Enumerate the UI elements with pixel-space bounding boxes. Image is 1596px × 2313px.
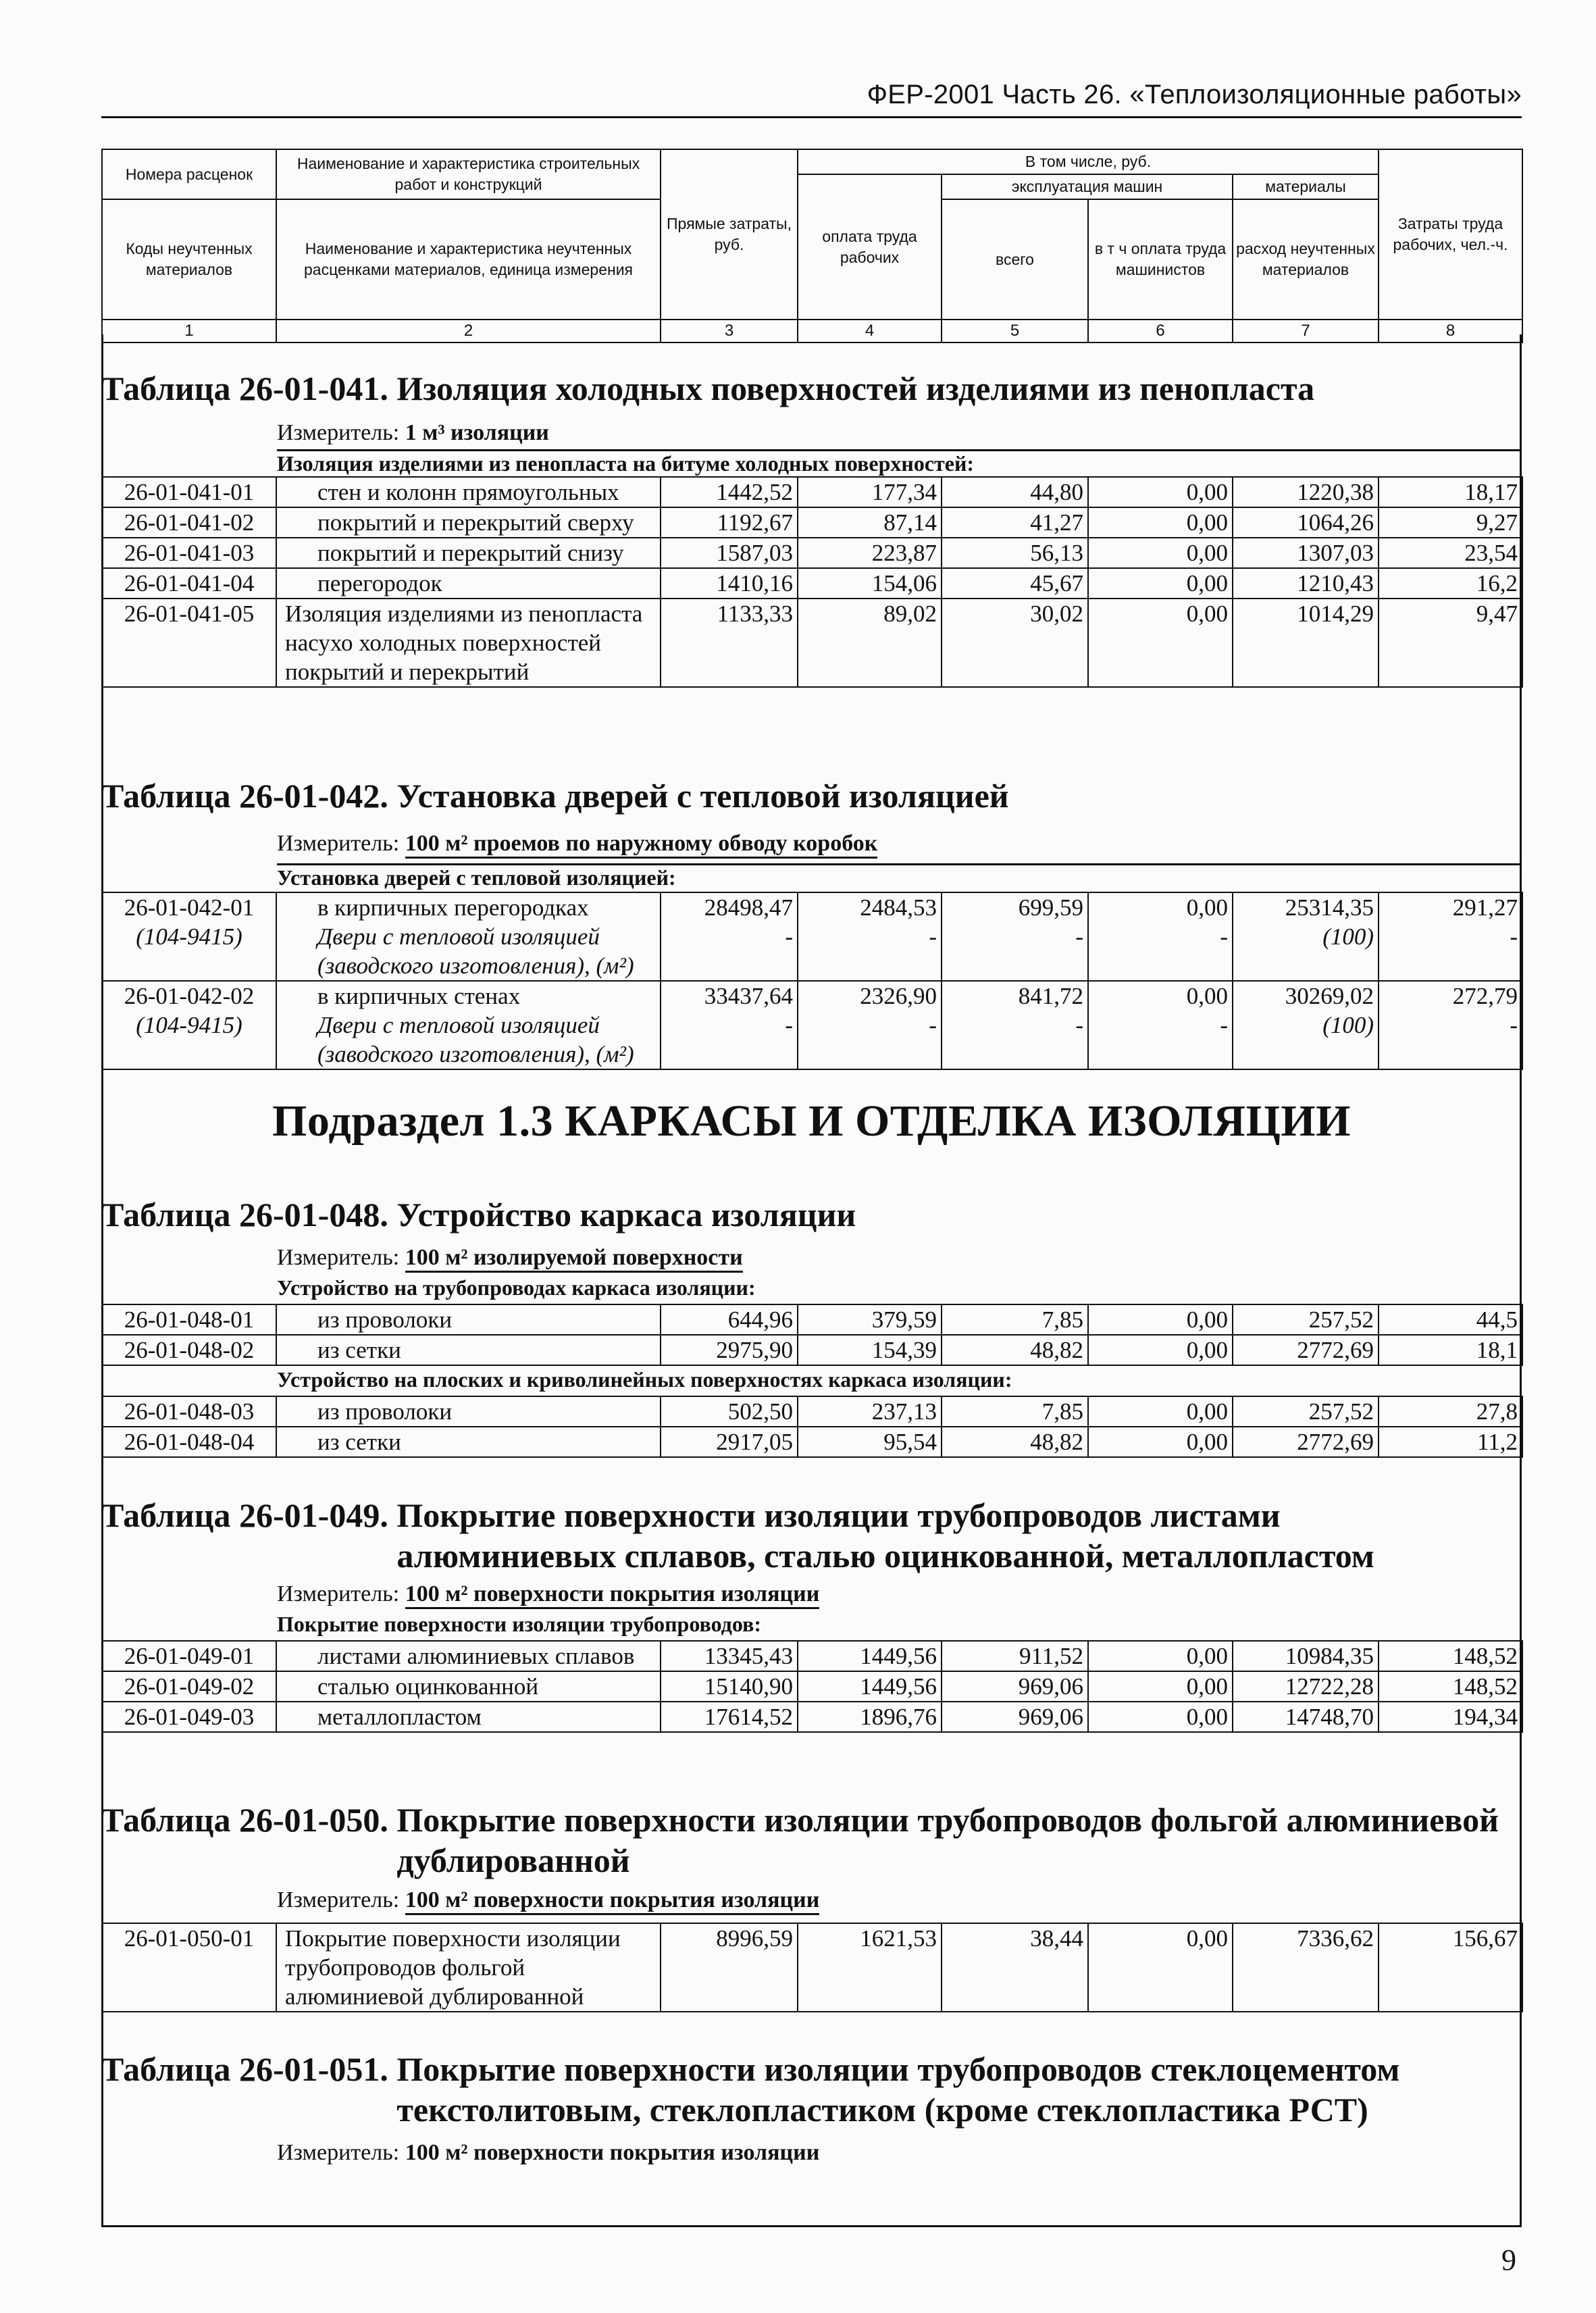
col2-top: Наименование и характеристика строительных работ и конструкций (276, 149, 661, 199)
materials: 10984,35 (1233, 1641, 1379, 1671)
table-name: Покрытие поверхности изоляции трубопроводов стеклоцементом текстолитовым, стеклопластиком (кроме стеклопластика РСТ) (396, 2050, 1400, 2129)
table-number: Таблица 26-01-051. (101, 2050, 388, 2088)
meter-051 (277, 2140, 819, 2166)
labor-hours: 18,17 (1379, 477, 1522, 507)
material-row (102, 922, 1522, 981)
machinist-pay: 0,00 (1088, 1641, 1233, 1671)
rate-name: металлопластом (276, 1702, 661, 1732)
materials: 257,52 (1233, 1304, 1379, 1335)
rate-code: 26-01-048-02 (102, 1335, 276, 1365)
machinist-pay: 0,00 (1088, 1335, 1233, 1365)
rate-name: покрытий и перекрытий сверху (276, 507, 661, 538)
machinist-pay: 0,00 (1088, 1427, 1233, 1457)
dash-cell: - (1088, 1011, 1233, 1069)
machinist-pay: 0,00 (1088, 507, 1233, 538)
rate-code: 26-01-041-05 (102, 599, 276, 687)
table-row (102, 1671, 1522, 1702)
labor-pay: 89,02 (798, 599, 942, 687)
materials: 12722,28 (1233, 1671, 1379, 1702)
table-row (102, 1702, 1522, 1732)
total-head: всего (942, 199, 1088, 320)
rate-name: листами алюминиевых сплавов (276, 1641, 661, 1671)
col1-top: Номера расценок (102, 149, 276, 199)
material-name: Двери с тепловой изоляцией (заводского изготовления), (м²) (276, 922, 661, 981)
table-row (102, 477, 1522, 507)
table-title-048 (101, 1194, 856, 1235)
machines-total: 969,06 (942, 1671, 1088, 1702)
col-num: 5 (942, 320, 1088, 342)
meter-label: Измеритель: (277, 420, 400, 445)
materials: 257,52 (1233, 1396, 1379, 1427)
labor-hours: 156,67 (1379, 1923, 1522, 2012)
table-title-042 (101, 776, 1009, 816)
group-heading: Установка дверей с тепловой изоляцией: (277, 863, 1522, 890)
mat-use-head: расход неучтенных материалов (1233, 199, 1379, 320)
pay-head: оплата труда рабочих (798, 174, 942, 320)
table-row (102, 1396, 1522, 1427)
machinist-pay: 0,00 (1088, 1671, 1233, 1702)
rows-049 (101, 1640, 1523, 1733)
machines-total: 7,85 (942, 1304, 1088, 1335)
meter-value: 100 м² поверхности покрытия изоляции (405, 1887, 820, 1915)
col2-bottom: Наименование и характеристика неучтенных расценками материалов, единица измерения (276, 199, 661, 320)
machinist-pay: 0,00 (1088, 1923, 1233, 2012)
table-row (102, 892, 1522, 922)
meter-042 (277, 831, 877, 857)
labor-hours: 272,79 (1379, 981, 1522, 1011)
col-num: 6 (1088, 320, 1233, 342)
dash-cell: - (1088, 922, 1233, 981)
machines-total: 841,72 (942, 981, 1088, 1011)
meter-label: Измеритель: (277, 1581, 400, 1606)
materials-head: материалы (1233, 174, 1379, 199)
running-header: ФЕР-2001 Часть 26. «Теплоизоляционные работы» (867, 80, 1522, 109)
meter-048 (277, 1245, 743, 1271)
rows-042 (101, 892, 1523, 1070)
machines-total: 56,13 (942, 538, 1088, 568)
rate-name: перегородок (276, 568, 661, 599)
table-row (102, 507, 1522, 538)
rate-name: покрытий и перекрытий снизу (276, 538, 661, 568)
table-row (102, 599, 1522, 687)
rate-code: 26-01-042-02 (102, 981, 276, 1011)
table-name: Установка дверей с тепловой изоляцией (396, 777, 1009, 815)
meter-value: 100 м² изолируемой поверхности (405, 1245, 743, 1273)
rate-name: из сетки (276, 1427, 661, 1457)
direct-cost: 1410,16 (661, 568, 798, 599)
rate-name: стен и колонн прямоугольных (276, 477, 661, 507)
labor-pay: 154,39 (798, 1335, 942, 1365)
labor-pay: 95,54 (798, 1427, 942, 1457)
meter-label: Измеритель: (277, 1887, 400, 1912)
rate-code: 26-01-048-01 (102, 1304, 276, 1335)
col-num: 1 (102, 320, 276, 342)
materials: 1210,43 (1233, 568, 1379, 599)
direct-cost: 1133,33 (661, 599, 798, 687)
machines-total: 969,06 (942, 1702, 1088, 1732)
machines-total: 38,44 (942, 1923, 1088, 2012)
materials: 1307,03 (1233, 538, 1379, 568)
direct-cost: 28498,47 (661, 892, 798, 922)
materials: 2772,69 (1233, 1335, 1379, 1365)
table-number: Таблица 26-01-049. (101, 1496, 388, 1534)
labor-pay: 154,06 (798, 568, 942, 599)
materials: 7336,62 (1233, 1923, 1379, 2012)
group-heading: Устройство на плоских и криволинейных поверхностях каркаса изоляции: (277, 1367, 1012, 1392)
labor-hours: 148,52 (1379, 1671, 1522, 1702)
table-row (102, 1427, 1522, 1457)
rate-code: 26-01-041-02 (102, 507, 276, 538)
table-title-041 (101, 368, 1314, 409)
machines-total: 911,52 (942, 1641, 1088, 1671)
col-num: 7 (1233, 320, 1379, 342)
labor-hours: 27,8 (1379, 1396, 1522, 1427)
rate-name: сталью оцинкованной (276, 1671, 661, 1702)
labor-pay: 1449,56 (798, 1671, 942, 1702)
material-amount: (100) (1233, 1011, 1379, 1069)
table-number: Таблица 26-01-050. (101, 1801, 388, 1839)
subsection-title: Подраздел 1.3 КАРКАСЫ И ОТДЕЛКА ИЗОЛЯЦИИ (272, 1096, 1351, 1146)
machinist-pay: 0,00 (1088, 1702, 1233, 1732)
table-row (102, 538, 1522, 568)
machinist-pay: 0,00 (1088, 981, 1233, 1011)
labor-hours: 291,27 (1379, 892, 1522, 922)
direct-cost: 644,96 (661, 1304, 798, 1335)
rate-name: из проволоки (276, 1304, 661, 1335)
materials: 30269,02 (1233, 981, 1379, 1011)
table-number: Таблица 26-01-041. (101, 370, 388, 407)
machinist-pay: 0,00 (1088, 568, 1233, 599)
group-heading: Устройство на трубопроводах каркаса изоляции: (277, 1275, 756, 1300)
dash-cell: - (661, 922, 798, 981)
rate-code: 26-01-049-01 (102, 1641, 276, 1671)
machinist-pay: 0,00 (1088, 892, 1233, 922)
direct-cost: 1192,67 (661, 507, 798, 538)
machinist-pay: 0,00 (1088, 1396, 1233, 1427)
dash-cell: - (1379, 1011, 1522, 1069)
materials: 2772,69 (1233, 1427, 1379, 1457)
rate-code: 26-01-049-03 (102, 1702, 276, 1732)
table-number: Таблица 26-01-042. (101, 777, 388, 815)
materials: 25314,35 (1233, 892, 1379, 922)
table-row (102, 1923, 1522, 2012)
direct-cost: 33437,64 (661, 981, 798, 1011)
rate-code: 26-01-042-01 (102, 892, 276, 922)
rate-code: 26-01-041-03 (102, 538, 276, 568)
col3-head: Прямые затраты, руб. (661, 149, 798, 320)
machinist-pay: 0,00 (1088, 1304, 1233, 1335)
materials: 14748,70 (1233, 1702, 1379, 1732)
table-title-051 (101, 2049, 1399, 2130)
dash-cell: - (798, 922, 942, 981)
rate-code: 26-01-049-02 (102, 1671, 276, 1702)
header-rule (101, 116, 1522, 118)
direct-cost: 2975,90 (661, 1335, 798, 1365)
labor-pay: 2484,53 (798, 892, 942, 922)
table-number: Таблица 26-01-048. (101, 1196, 388, 1234)
direct-cost: 1587,03 (661, 538, 798, 568)
meter-label: Измеритель: (277, 831, 400, 856)
machinist-pay: 0,00 (1088, 538, 1233, 568)
rate-code: 26-01-041-04 (102, 568, 276, 599)
material-row (102, 1011, 1522, 1069)
material-amount: (100) (1233, 922, 1379, 981)
rows-048-b (101, 1396, 1523, 1458)
table-row (102, 1335, 1522, 1365)
rate-code: 26-01-050-01 (102, 1923, 276, 2012)
table-name: Покрытие поверхности изоляции трубопроводов фольгой алюминиевой дублированной (396, 1801, 1499, 1879)
rate-name: в кирпичных перегородках (276, 892, 661, 922)
dash-cell: - (661, 1011, 798, 1069)
direct-cost: 15140,90 (661, 1671, 798, 1702)
direct-cost: 17614,52 (661, 1702, 798, 1732)
labor-pay: 1449,56 (798, 1641, 942, 1671)
materials: 1014,29 (1233, 599, 1379, 687)
rate-code: 26-01-048-03 (102, 1396, 276, 1427)
direct-cost: 2917,05 (661, 1427, 798, 1457)
column-header-table (101, 149, 1523, 343)
labor-hours: 16,2 (1379, 568, 1522, 599)
rate-name: в кирпичных стенах (276, 981, 661, 1011)
rows-048-a (101, 1304, 1523, 1366)
meter-value: 100 м² поверхности покрытия изоляции (405, 1581, 820, 1609)
labor-pay: 379,59 (798, 1304, 942, 1335)
rate-code: 26-01-048-04 (102, 1427, 276, 1457)
col-num: 3 (661, 320, 798, 342)
table-title-049 (101, 1495, 1374, 1576)
material-code: (104-9415) (102, 1011, 276, 1069)
material-code: (104-9415) (102, 922, 276, 981)
labor-pay: 1621,53 (798, 1923, 942, 2012)
col1-bottom: Коды неучтенных материалов (102, 199, 276, 320)
labor-hours: 148,52 (1379, 1641, 1522, 1671)
table-row (102, 568, 1522, 599)
meter-value: 1 м³ изоляции (405, 420, 549, 445)
labor-hours: 44,5 (1379, 1304, 1522, 1335)
meter-041 (277, 420, 549, 446)
rate-name: из сетки (276, 1335, 661, 1365)
machinist-pay: 0,00 (1088, 477, 1233, 507)
dash-cell: - (942, 1011, 1088, 1069)
table-name: Изоляция холодных поверхностей изделиями из пенопласта (396, 370, 1315, 407)
material-name: Двери с тепловой изоляцией (заводского изготовления), (м²) (276, 1011, 661, 1069)
direct-cost: 1442,52 (661, 477, 798, 507)
labor-pay: 87,14 (798, 507, 942, 538)
machines-total: 48,82 (942, 1427, 1088, 1457)
labor-hours: 18,1 (1379, 1335, 1522, 1365)
rows-050 (101, 1923, 1523, 2012)
materials: 1064,26 (1233, 507, 1379, 538)
labor-hours: 194,34 (1379, 1702, 1522, 1732)
table-row (102, 1304, 1522, 1335)
labor-pay: 177,34 (798, 477, 942, 507)
rate-code: 26-01-041-01 (102, 477, 276, 507)
labor-pay: 1896,76 (798, 1702, 942, 1732)
meter-050 (277, 1887, 819, 1913)
labor-hours: 9,47 (1379, 599, 1522, 687)
rate-name: Изоляция изделиями из пенопласта насухо холодных поверхностей покрытий и перекрытий (276, 599, 661, 687)
meter-value: 100 м² проемов по наружному обводу коробок (405, 831, 878, 859)
dash-cell: - (1379, 922, 1522, 981)
meter-value: 100 м² поверхности покрытия изоляции (405, 2140, 820, 2165)
table-name: Устройство каркаса изоляции (396, 1196, 856, 1234)
dash-cell: - (798, 1011, 942, 1069)
col-num: 8 (1379, 320, 1522, 342)
machines-total: 41,27 (942, 507, 1088, 538)
rate-name: из проволоки (276, 1396, 661, 1427)
table-row (102, 1641, 1522, 1671)
page-number: 9 (1501, 2243, 1516, 2277)
col-num: 4 (798, 320, 942, 342)
labor-pay: 237,13 (798, 1396, 942, 1427)
direct-cost: 502,50 (661, 1396, 798, 1427)
dash-cell: - (942, 922, 1088, 981)
labor-head: Затраты труда рабочих, чел.-ч. (1379, 149, 1522, 320)
labor-hours: 11,2 (1379, 1427, 1522, 1457)
group-heading: Покрытие поверхности изоляции трубопроводов: (277, 1612, 761, 1636)
machines-total: 699,59 (942, 892, 1088, 922)
machines-total: 7,85 (942, 1396, 1088, 1427)
labor-pay: 2326,90 (798, 981, 942, 1011)
table-name: Покрытие поверхности изоляции трубопроводов листами алюминиевых сплавов, сталью оцинкованной, металлопластом (396, 1496, 1374, 1575)
col-num: 2 (276, 320, 661, 342)
direct-cost: 8996,59 (661, 1923, 798, 2012)
table-title-050 (101, 1800, 1499, 1881)
group-heading: Изоляция изделиями из пенопласта на битуме холодных поверхностей: (277, 449, 1522, 476)
labor-hours: 23,54 (1379, 538, 1522, 568)
meter-label: Измеритель: (277, 2140, 400, 2165)
meter-label: Измеритель: (277, 1245, 400, 1270)
materials: 1220,38 (1233, 477, 1379, 507)
incl-head: В том числе, руб. (798, 149, 1379, 174)
table-row (102, 981, 1522, 1011)
rate-name: Покрытие поверхности изоляции трубопроводов фольгой алюминиевой дублированной (276, 1923, 661, 2012)
meter-049 (277, 1581, 819, 1607)
machines-total: 48,82 (942, 1335, 1088, 1365)
labor-pay: 223,87 (798, 538, 942, 568)
machinist-pay: 0,00 (1088, 599, 1233, 687)
machines-total: 45,67 (942, 568, 1088, 599)
direct-cost: 13345,43 (661, 1641, 798, 1671)
machines-head: эксплуатация машин (942, 174, 1233, 199)
machines-total: 44,80 (942, 477, 1088, 507)
machines-total: 30,02 (942, 599, 1088, 687)
labor-hours: 9,27 (1379, 507, 1522, 538)
incl-pay-head: в т ч оплата труда машинистов (1088, 199, 1233, 320)
rows-041 (101, 476, 1523, 688)
